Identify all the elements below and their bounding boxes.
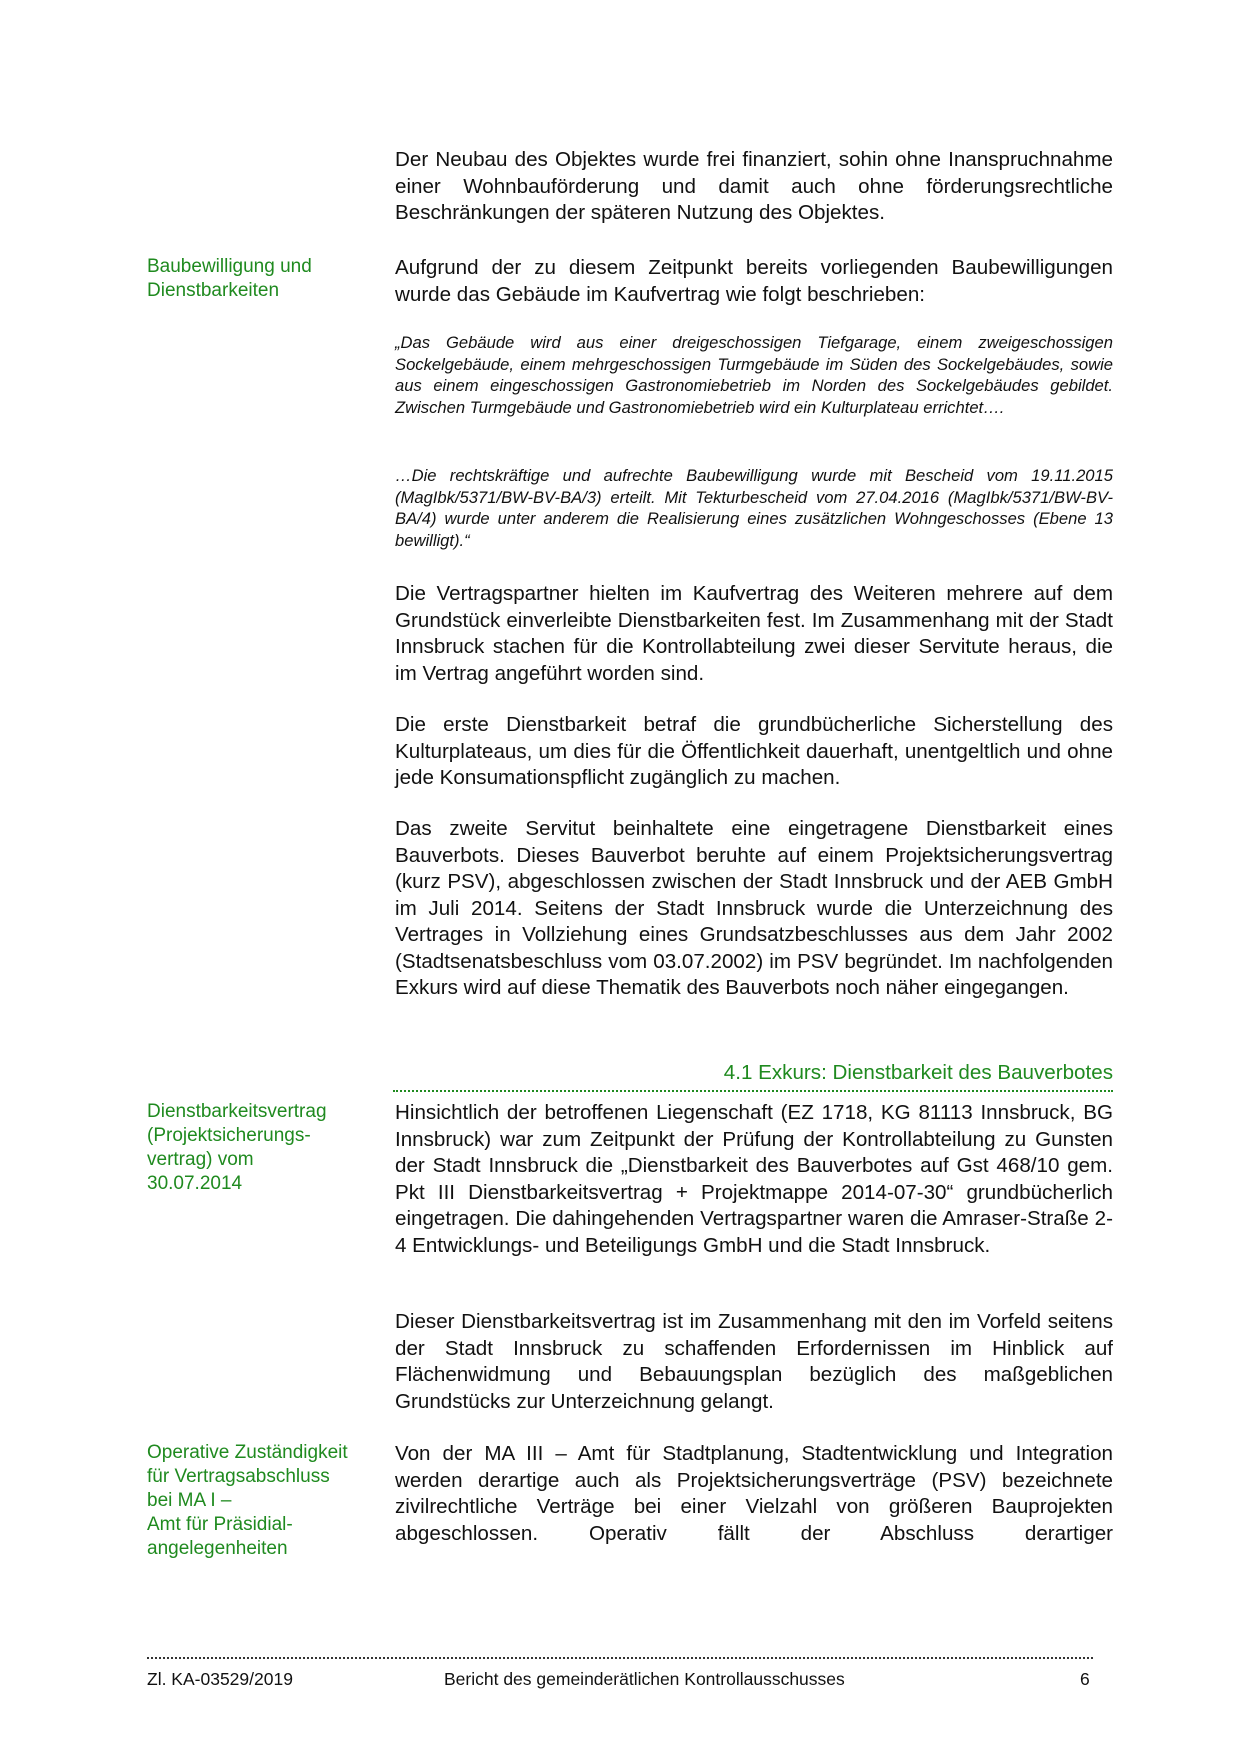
section-heading-rule bbox=[393, 1090, 1113, 1092]
sidenote-line: bei MA I – bbox=[147, 1490, 232, 1511]
footer-page-number: 6 bbox=[1080, 1669, 1090, 1689]
sidenote-line: Dienstbarkeitsvertrag bbox=[147, 1101, 327, 1122]
paragraph-liegenschaft: Hinsichtlich der betroffenen Liegenschaft (EZ 1718, KG 81113 Innsbruck, BG Innsbruck) war zum Zeitpunkt der Prüfung der Kontrollabteilung zu Gunsten der Stadt Innsbruck die „Dienstbarkeit des Bauverbotes auf Gst 468/10 gem. Pkt III Dienstbarkeitsvertrag + Projektmappe 2014-07-30“ grundbücherlich eingetragen. Die dahingehenden Vertragspartner waren die Amraser-Straße 2-4 Entwicklungs- und Beteiligungs GmbH und die Stadt Innsbruck. bbox=[395, 1101, 1113, 1257]
footer-reference: Zl. KA-03529/2019 bbox=[147, 1669, 293, 1689]
quote-building-permit: …Die rechtskräftige und aufrechte Baubewilligung wurde mit Bescheid vom 19.11.2015 (MagIbk/5371/BW-BV-BA/3) erteilt. Mit Tekturbescheid vom 27.04.2016 (MagIbk/5371/BW-BV-BA/4) wurde unter anderem die Realisierung eines zusätzlichen Wohngeschosses (Ebene 13 bewilligt).“ bbox=[395, 466, 1113, 550]
sidenote-line: vertrag) vom bbox=[147, 1149, 254, 1170]
sidenote-baubewilligung bbox=[147, 255, 387, 303]
sidenote-line: Operative Zuständigkeit bbox=[147, 1442, 348, 1463]
sidenote-line: Amt für Präsidial- bbox=[147, 1514, 293, 1535]
sidenote-zustaendigkeit bbox=[147, 1441, 387, 1561]
quote-building-description: „Das Gebäude wird aus einer dreigeschossigen Tiefgarage, einem zweigeschossigen Sockelgebäude, einem mehrgeschossigen Turmgebäude im Süden des Sockelgebäudes, sowie aus einem eingeschossigen Gastronomiebetrieb im Norden des Sockelgebäudes gebildet. Zwischen Turmgebäude und Gastronomiebetrieb wird ein Kulturplateau errichtet…. bbox=[395, 333, 1113, 417]
sidenote-line: für Vertragsabschluss bbox=[147, 1466, 330, 1487]
paragraph-bauverbot: Das zweite Servitut beinhaltete eine eingetragene Dienstbarkeit eines Bauverbots. Dieses Bauverbot beruhte auf einem Projektsicherungsvertrag (kurz PSV), abgeschlossen zwischen der Stadt Innsbruck und der AEB GmbH im Juli 2014. Seitens der Stadt Innsbruck wurde die Unterzeichnung des Vertrages in Vollziehung eines Grundsatzbeschlusses aus dem Jahr 2002 (Stadtsenatsbeschluss vom 03.07.2002) im PSV begründet. Im nachfolgenden Exkurs wird auf diese Thematik des Bauverbots noch näher eingegangen. bbox=[395, 817, 1113, 999]
sidenote-line: (Projektsicherungs- bbox=[147, 1125, 311, 1146]
paragraph-baubewilligung: Aufgrund der zu diesem Zeitpunkt bereits vorliegenden Baubewilligungen wurde das Gebäude im Kaufvertrag wie folgt beschrieben: bbox=[395, 256, 1113, 306]
paragraph-dienstbarkeitsvertrag: Dieser Dienstbarkeitsvertrag ist im Zusammenhang mit den im Vorfeld seitens der Stadt Innsbruck zu schaffenden Erfordernissen im Hinblick auf Flächenwidmung und Bebauungsplan bezüglich des maßgeblichen Grundstücks zur Unterzeichnung gelangt. bbox=[395, 1310, 1113, 1413]
paragraph-dienstbarkeiten: Die Vertragspartner hielten im Kaufvertrag des Weiteren mehrere auf dem Grundstück einverleibte Dienstbarkeiten fest. Im Zusammenhang mit der Stadt Innsbruck stachen für die Kontrollabteilung zwei dieser Servitute heraus, die im Vertrag angeführt worden sind. bbox=[395, 582, 1113, 685]
sidenote-line: Dienstbarkeiten bbox=[147, 280, 280, 301]
paragraph-ma-iii: Von der MA III – Amt für Stadtplanung, Stadtentwicklung und Integration werden derartige auch als Projektsicherungsverträge (PSV) bezeichnete zivilrechtliche Verträge bei einer Vielzahl von größeren Bauprojekten abgeschlossen. Operativ fällt der Abschluss derartiger bbox=[395, 1442, 1113, 1545]
footer-rule bbox=[147, 1657, 1093, 1659]
paragraph-kulturplateau: Die erste Dienstbarkeit betraf die grundbücherliche Sicherstellung des Kulturplateaus, um dies für die Öffentlichkeit dauerhaft, unentgeltlich und ohne jede Konsumationspflicht zugänglich zu machen. bbox=[395, 713, 1113, 789]
sidenote-line: 30.07.2014 bbox=[147, 1173, 243, 1194]
sidenote-dienstbarkeitsvertrag bbox=[147, 1100, 387, 1196]
section-heading: 4.1 Exkurs: Dienstbarkeit des Bauverbotes bbox=[723, 1061, 1113, 1084]
sidenote-line: Baubewilligung und bbox=[147, 256, 312, 277]
footer-title: Bericht des gemeinderätlichen Kontrollausschusses bbox=[444, 1669, 845, 1689]
sidenote-line: angelegenheiten bbox=[147, 1538, 288, 1559]
paragraph-financing: Der Neubau des Objektes wurde frei finanziert, sohin ohne Inanspruchnahme einer Wohnbauförderung und damit auch ohne förderungsrechtliche Beschränkungen der späteren Nutzung des Objektes. bbox=[395, 148, 1113, 224]
